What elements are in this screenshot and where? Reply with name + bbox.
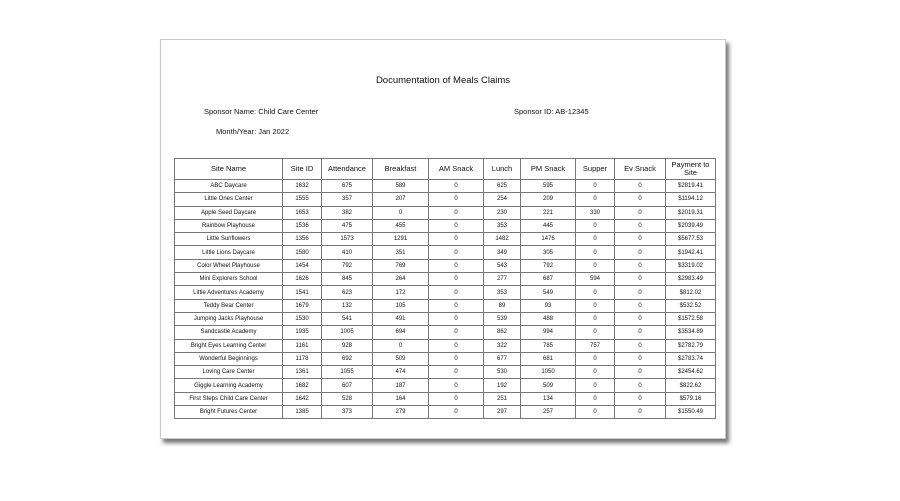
table-cell: $1942.41 [666, 246, 716, 259]
table-row [175, 352, 716, 365]
table-cell: 0 [429, 406, 484, 419]
table-cell: 0 [373, 339, 429, 352]
table-cell: $579.16 [666, 392, 716, 405]
table-cell: $812.02 [666, 286, 716, 299]
column-header: Site Name [175, 159, 283, 180]
table-cell: Bright Futures Center [175, 406, 283, 419]
column-header: Ev Snack [615, 159, 666, 180]
table-cell: 0 [373, 206, 429, 219]
table-cell: 1055 [322, 366, 373, 379]
table-cell: 134 [521, 392, 576, 405]
table-cell: Color Wheel Playhouse [175, 259, 283, 272]
column-header: Breakfast [373, 159, 429, 180]
column-header: Payment to Site [666, 159, 716, 180]
table-cell: Little Ones Center [175, 193, 283, 206]
table-cell: 0 [615, 366, 666, 379]
table-cell: Little Lions Daycare [175, 246, 283, 259]
table-cell: 0 [576, 299, 615, 312]
table-cell: 0 [576, 379, 615, 392]
table-cell: 0 [615, 392, 666, 405]
table-cell: 297 [484, 406, 521, 419]
table-cell: 589 [373, 180, 429, 193]
table-cell: 769 [373, 259, 429, 272]
table-row [175, 193, 716, 206]
table-cell: 330 [576, 206, 615, 219]
table-cell: 594 [576, 273, 615, 286]
table-cell: 172 [373, 286, 429, 299]
table-cell: 0 [429, 299, 484, 312]
table-cell: 0 [615, 246, 666, 259]
table-cell: 1555 [283, 193, 322, 206]
table-cell: 475 [322, 219, 373, 232]
table-cell: 0 [576, 180, 615, 193]
claims-document [160, 39, 726, 439]
table-cell: 0 [576, 246, 615, 259]
meals-claims-table [174, 158, 716, 419]
table-cell: 445 [521, 219, 576, 232]
table-row [175, 326, 716, 339]
table-cell: 0 [615, 339, 666, 352]
table-cell: 0 [615, 286, 666, 299]
table-body [175, 180, 716, 419]
table-cell: $3534.89 [666, 326, 716, 339]
table-cell: 1653 [283, 206, 322, 219]
table-cell: 0 [429, 312, 484, 325]
table-row [175, 339, 716, 352]
table-cell: 349 [484, 246, 521, 259]
table-cell: 549 [521, 286, 576, 299]
table-cell: 305 [521, 246, 576, 259]
table-row [175, 273, 716, 286]
table-cell: 0 [429, 326, 484, 339]
table-cell: 625 [484, 180, 521, 193]
table-cell: 623 [322, 286, 373, 299]
table-cell: $2782.79 [666, 339, 716, 352]
table-cell: 474 [373, 366, 429, 379]
table-cell: 0 [429, 246, 484, 259]
table-cell: 230 [484, 206, 521, 219]
table-cell: 928 [322, 339, 373, 352]
table-cell: 792 [521, 259, 576, 272]
table-cell: 251 [484, 392, 521, 405]
table-cell: 322 [484, 339, 521, 352]
table-cell: 0 [576, 193, 615, 206]
table-cell: 1682 [283, 379, 322, 392]
table-cell: 1385 [283, 406, 322, 419]
table-cell: 89 [484, 299, 521, 312]
table-cell: 1476 [521, 233, 576, 246]
table-cell: 0 [615, 233, 666, 246]
table-cell: ABC Daycare [175, 180, 283, 193]
table-cell: 0 [576, 326, 615, 339]
table-cell: $3319.02 [666, 259, 716, 272]
table-cell: 488 [521, 312, 576, 325]
table-cell: 1291 [373, 233, 429, 246]
table-cell: 0 [429, 180, 484, 193]
table-cell: $2454.62 [666, 366, 716, 379]
table-cell: 221 [521, 206, 576, 219]
table-cell: 0 [615, 406, 666, 419]
table-cell: 1178 [283, 352, 322, 365]
table-cell: 0 [429, 273, 484, 286]
table-cell: $1572.58 [666, 312, 716, 325]
table-cell: 0 [615, 352, 666, 365]
table-cell: 1161 [283, 339, 322, 352]
table-cell: 785 [521, 339, 576, 352]
table-cell: 0 [429, 392, 484, 405]
table-row [175, 219, 716, 232]
table-cell: 0 [615, 259, 666, 272]
table-cell: 1632 [283, 180, 322, 193]
sponsor-id: Sponsor ID: AB-12345 [514, 107, 589, 116]
table-cell: 595 [521, 180, 576, 193]
table-cell: 257 [521, 406, 576, 419]
table-cell: 491 [373, 312, 429, 325]
column-header: Lunch [484, 159, 521, 180]
table-cell: 543 [484, 259, 521, 272]
table-row [175, 406, 716, 419]
table-cell: 192 [484, 379, 521, 392]
table-cell: First Steps Child Care Center [175, 392, 283, 405]
table-cell: 382 [322, 206, 373, 219]
table-cell: 0 [615, 180, 666, 193]
table-cell: $1550.49 [666, 406, 716, 419]
table-cell: 1005 [322, 326, 373, 339]
table-cell: Wonderful Beginnings [175, 352, 283, 365]
table-cell: 0 [576, 366, 615, 379]
table-cell: 845 [322, 273, 373, 286]
table-cell: Bright Eyes Learning Center [175, 339, 283, 352]
table-cell: 1050 [521, 366, 576, 379]
table-cell: 357 [322, 193, 373, 206]
table-cell: 1482 [484, 233, 521, 246]
column-header: Site ID [283, 159, 322, 180]
table-cell: 0 [576, 259, 615, 272]
table-cell: 1541 [283, 286, 322, 299]
table-cell: $2819.41 [666, 180, 716, 193]
table-row [175, 312, 716, 325]
table-cell: 410 [322, 246, 373, 259]
table-cell: 0 [429, 193, 484, 206]
table-cell: 279 [373, 406, 429, 419]
column-header: AM Snack [429, 159, 484, 180]
table-cell: 353 [484, 286, 521, 299]
column-header: PM Snack [521, 159, 576, 180]
table-cell: 541 [322, 312, 373, 325]
table-cell: 1454 [283, 259, 322, 272]
table-cell: 1626 [283, 273, 322, 286]
document-title: Documentation of Meals Claims [375, 75, 511, 86]
table-cell: Loving Care Center [175, 366, 283, 379]
table-cell: 0 [615, 379, 666, 392]
table-cell: 0 [429, 219, 484, 232]
table-cell: 0 [429, 206, 484, 219]
table-cell: 0 [576, 219, 615, 232]
table-row [175, 206, 716, 219]
table-cell: 0 [429, 233, 484, 246]
table-row [175, 259, 716, 272]
table-cell: 0 [429, 366, 484, 379]
table-row [175, 379, 716, 392]
table-cell: 1935 [283, 326, 322, 339]
table-cell: 1536 [283, 219, 322, 232]
table-cell: 105 [373, 299, 429, 312]
table-cell: 373 [322, 406, 373, 419]
column-header: Supper [576, 159, 615, 180]
table-cell: 264 [373, 273, 429, 286]
table-cell: 0 [615, 219, 666, 232]
table-cell: 675 [322, 180, 373, 193]
month-year: Month/Year: Jan 2022 [216, 127, 290, 136]
table-cell: 0 [576, 392, 615, 405]
table-cell: 0 [615, 326, 666, 339]
table-cell: 681 [521, 352, 576, 365]
table-cell: 509 [521, 379, 576, 392]
table-cell: Sandcastle Academy [175, 326, 283, 339]
table-cell: 677 [484, 352, 521, 365]
column-header: Attendance [322, 159, 373, 180]
table-cell: 0 [429, 352, 484, 365]
table-cell: 0 [576, 233, 615, 246]
table-cell: Teddy Bear Center [175, 299, 283, 312]
table-cell: 207 [373, 193, 429, 206]
table-cell: 0 [576, 352, 615, 365]
table-cell: 1679 [283, 299, 322, 312]
table-cell: 187 [373, 379, 429, 392]
table-cell: 351 [373, 246, 429, 259]
table-cell: 862 [484, 326, 521, 339]
table-cell: 1642 [283, 392, 322, 405]
table-row [175, 233, 716, 246]
table-cell: Jumping Jacks Playhouse [175, 312, 283, 325]
table-row [175, 392, 716, 405]
table-cell: 1530 [283, 312, 322, 325]
table-cell: 254 [484, 193, 521, 206]
table-cell: 530 [484, 366, 521, 379]
table-row [175, 286, 716, 299]
table-cell: 0 [615, 206, 666, 219]
table-cell: 455 [373, 219, 429, 232]
table-cell: 0 [615, 273, 666, 286]
table-cell: $2039.49 [666, 219, 716, 232]
table-cell: 528 [322, 392, 373, 405]
table-cell: $532.52 [666, 299, 716, 312]
table-cell: $5677.53 [666, 233, 716, 246]
table-cell: $2783.74 [666, 352, 716, 365]
table-cell: 93 [521, 299, 576, 312]
table-cell: Mini Explorers School [175, 273, 283, 286]
table-cell: $2983.49 [666, 273, 716, 286]
table-cell: 1361 [283, 366, 322, 379]
sponsor-name: Sponsor Name: Child Care Center [204, 107, 319, 116]
table-row [175, 246, 716, 259]
table-cell: $1194.12 [666, 193, 716, 206]
table-cell: Apple Seed Daycare [175, 206, 283, 219]
table-cell: 277 [484, 273, 521, 286]
table-cell: 687 [521, 273, 576, 286]
table-cell: 0 [429, 259, 484, 272]
table-cell: 0 [429, 379, 484, 392]
table-cell: 0 [615, 312, 666, 325]
table-row [175, 366, 716, 379]
table-cell: 164 [373, 392, 429, 405]
table-cell: 1573 [322, 233, 373, 246]
table-cell: Little Adventures Academy [175, 286, 283, 299]
table-cell: 0 [576, 312, 615, 325]
table-header-row [175, 159, 716, 180]
table-cell: Giggle Learning Academy [175, 379, 283, 392]
table-cell: Rainbow Playhouse [175, 219, 283, 232]
table-cell: $822.62 [666, 379, 716, 392]
table-cell: 792 [322, 259, 373, 272]
table-cell: 694 [373, 326, 429, 339]
table-row [175, 299, 716, 312]
table-cell: 994 [521, 326, 576, 339]
table-cell: Little Sunflowers [175, 233, 283, 246]
table-cell: 353 [484, 219, 521, 232]
table-cell: 607 [322, 379, 373, 392]
table-cell: 0 [429, 339, 484, 352]
table-cell: 692 [322, 352, 373, 365]
table-cell: $2019.31 [666, 206, 716, 219]
table-cell: 209 [521, 193, 576, 206]
table-cell: 757 [576, 339, 615, 352]
table-cell: 0 [576, 406, 615, 419]
table-cell: 0 [615, 193, 666, 206]
table-cell: 539 [484, 312, 521, 325]
table-cell: 509 [373, 352, 429, 365]
table-cell: 1356 [283, 233, 322, 246]
table-cell: 132 [322, 299, 373, 312]
table-cell: 0 [615, 299, 666, 312]
table-row [175, 180, 716, 193]
table-cell: 1580 [283, 246, 322, 259]
table-cell: 0 [429, 286, 484, 299]
table-cell: 0 [576, 286, 615, 299]
